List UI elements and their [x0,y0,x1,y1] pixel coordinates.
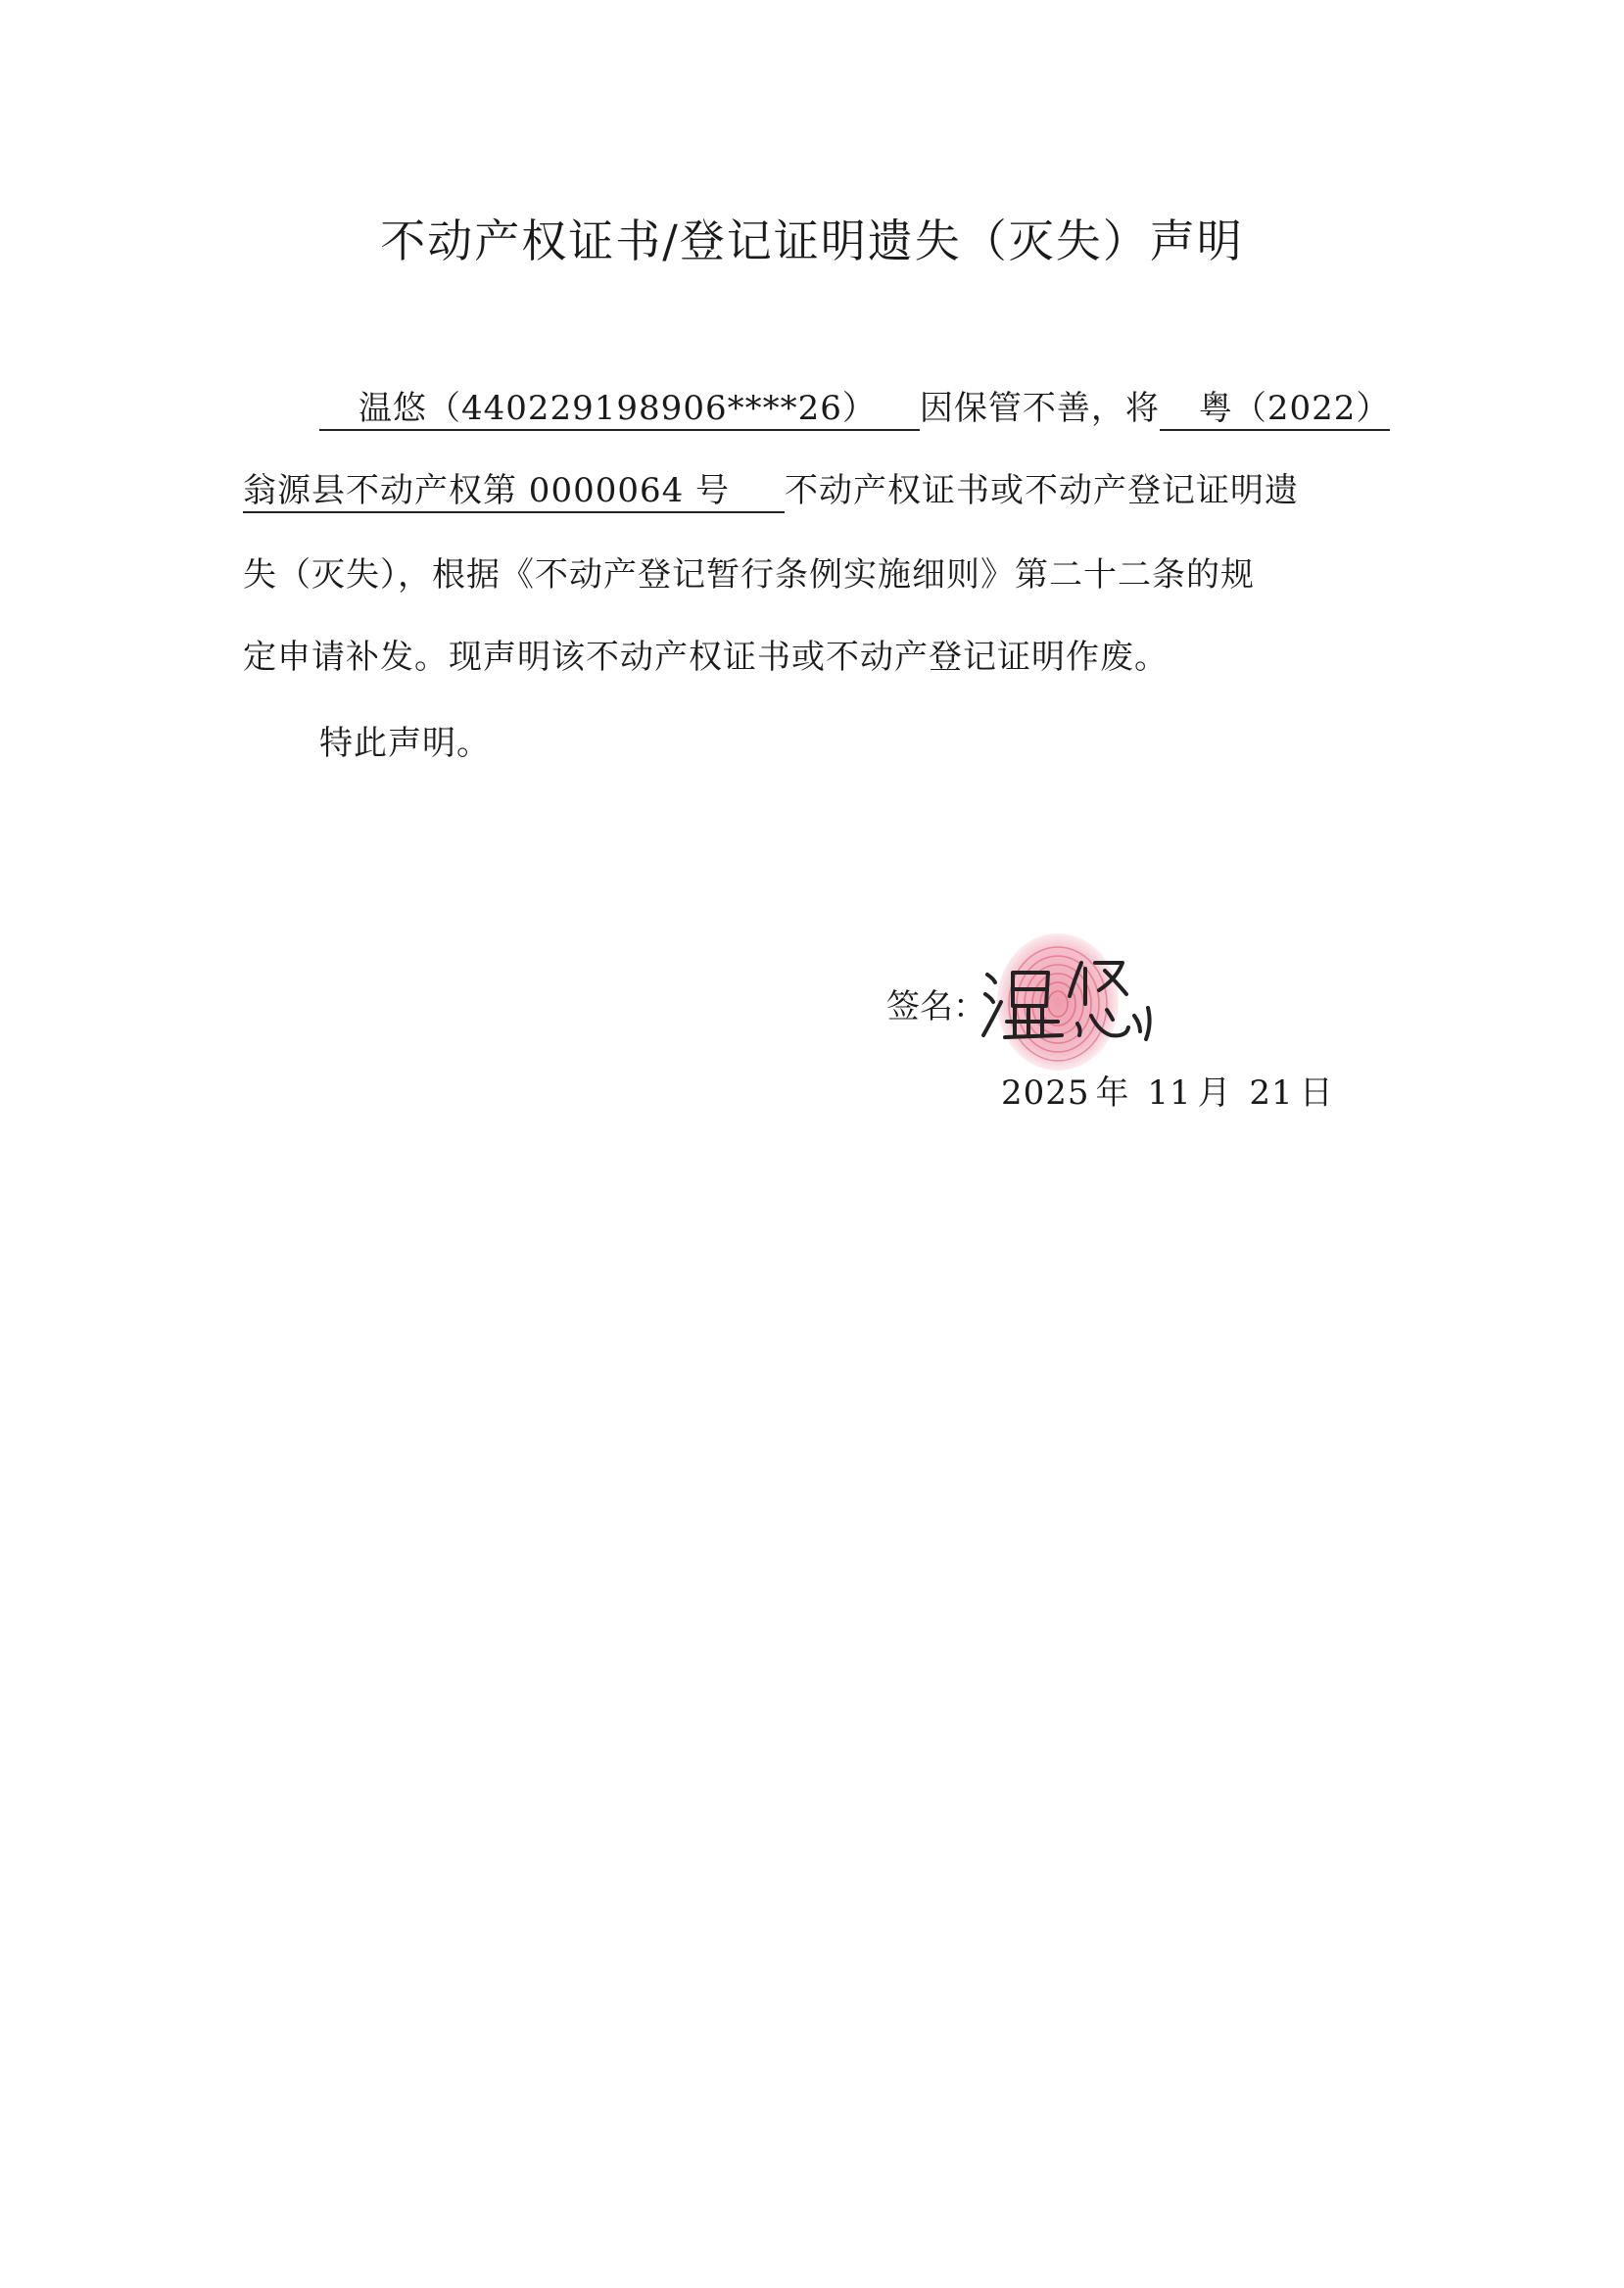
date-day-unit: 日 [1299,1073,1334,1113]
paragraph-line-3: 失（灭失），根据《不动产登记暂行条例实施细则》第二十二条的规 [243,555,1255,595]
date-year: 2025 [1001,1073,1090,1113]
document-title: 不动产权证书/登记证明遗失（灭失）声明 [380,214,1244,267]
paragraph-line-1 [243,389,1391,431]
date-day: 21 [1249,1073,1294,1113]
signature-label: 签名： [886,987,986,1026]
date-year-unit: 年 [1095,1073,1130,1113]
paragraph-line-2 [243,471,1379,513]
paragraph-text-a: 因保管不善，将 [919,389,1160,428]
paragraph-text-b: 不动产权证书或不动产登记证明遗 [785,471,1300,510]
certificate-number-part1: 粤（2022） [1160,392,1391,431]
date-month-unit: 月 [1197,1073,1232,1113]
date-month: 11 [1147,1073,1192,1113]
paragraph-line-4: 定申请补发。现声明该不动产权证书或不动产登记证明作废。 [243,638,1169,677]
certificate-number-part2: 翁源县不动产权第 0000064 号 [243,474,785,513]
declarant-name-id: 温悠（440229198906****26） [319,392,920,431]
declaration-date [1001,1066,1340,1114]
handwritten-signature [979,945,1156,1053]
signature-line [886,979,986,1027]
closing-statement: 特此声明。 [319,724,491,763]
